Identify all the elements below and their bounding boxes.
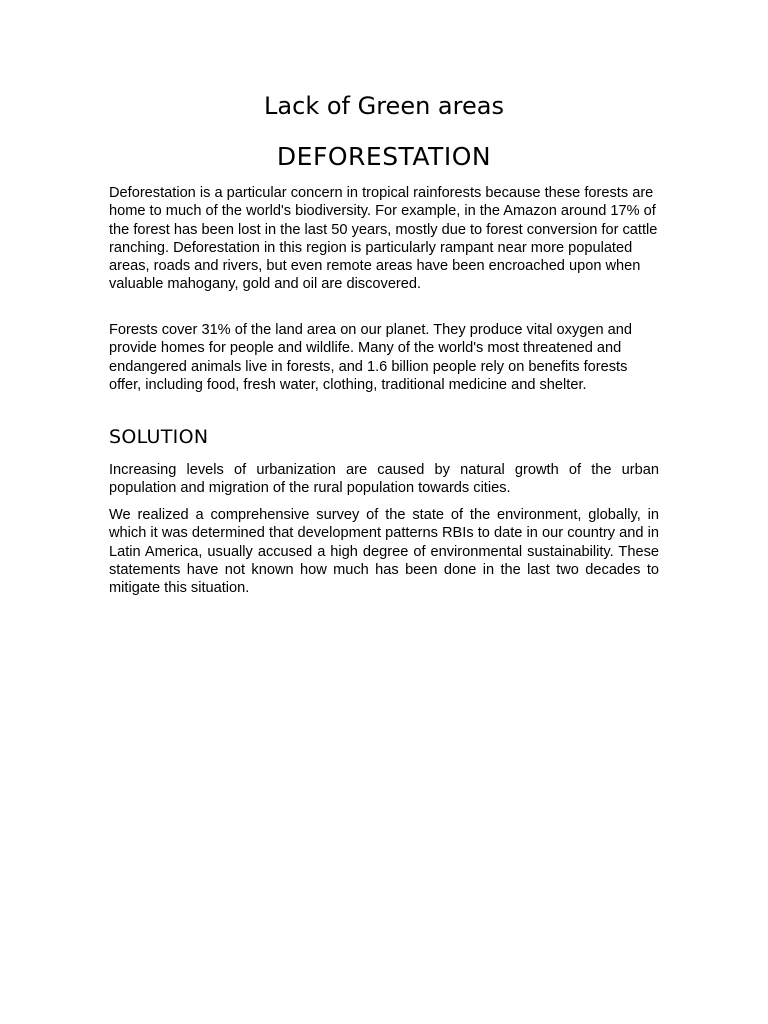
- paragraph-deforestation-1: Deforestation is a particular concern in tropical rainforests because these forests are home to much of the world's biodiversity. For example, in the Amazon around 17% of the forest has been lost in the last 50 years, mostly due to forest conversion for cattle ranching. Deforestation in this region is particularly rampant near more populated areas, roads and rivers, but even remote areas have been encroached upon when valuable mahogany, gold and oil are discovered.: [109, 185, 658, 293]
- section-title-deforestation: DEFORESTATION: [276, 142, 492, 171]
- paragraph-solution-1: Increasing levels of urbanization are caused by natural growth of the urban population and migration of the rural population towards cities.: [109, 462, 659, 497]
- page-title: Lack of Green areas: [264, 92, 504, 120]
- section-heading-solution: SOLUTION: [109, 426, 209, 448]
- paragraph-solution-2: We realized a comprehensive survey of the state of the environment, globally, in which it was determined that development patterns RBIs to date in our country and in Latin America, usually accused a high degree of environmental sustainability. These statements have not known how much has been done in the last two decades to mitigate this situation.: [109, 507, 659, 597]
- paragraph-deforestation-2: Forests cover 31% of the land area on our planet. They produce vital oxygen and provide homes for people and wildlife. Many of the world's most threatened and endangered animals live in forests, and 1.6 billion people rely on benefits forests offer, including food, fresh water, clothing, traditional medicine and shelter.: [109, 322, 632, 393]
